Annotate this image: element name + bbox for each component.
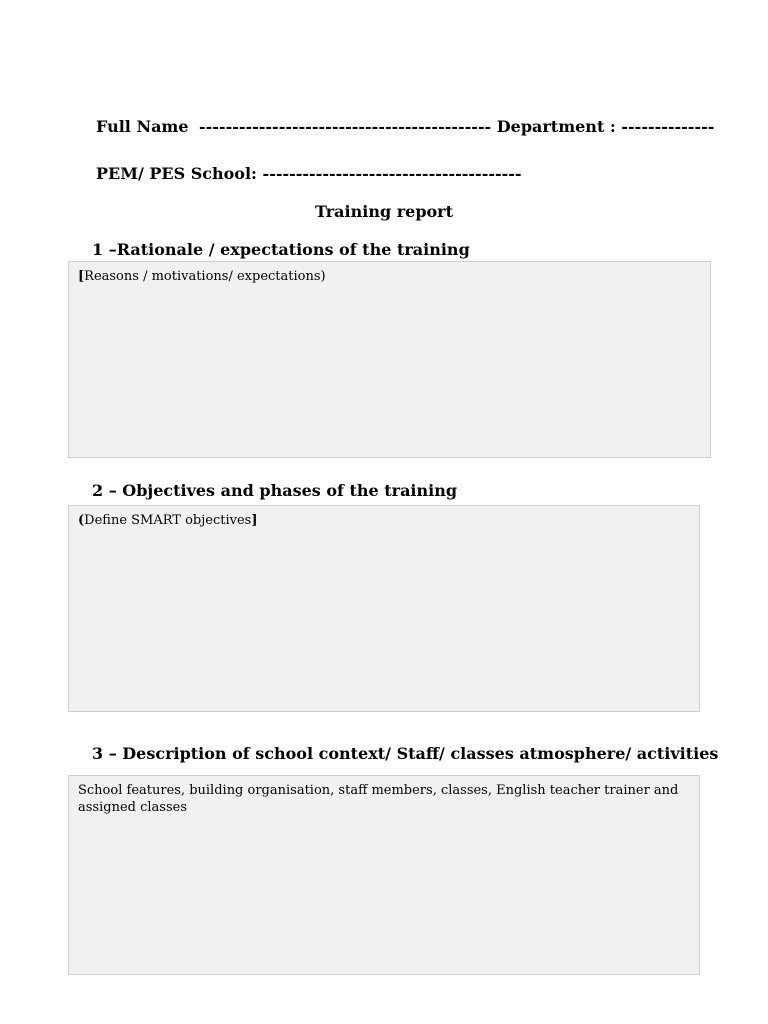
school-blank-line: ---------------------------------------: [262, 164, 522, 183]
department-blank-line: --------------: [621, 117, 715, 136]
section-1-box[interactable]: [68, 261, 711, 458]
full-name-blank-line: --------------------------------------------: [199, 117, 492, 136]
section-2-close-bracket: ]: [251, 513, 258, 528]
full-name-blank: [199, 117, 714, 137]
page-title: Training report: [314, 202, 453, 221]
section-3-prompt-text: [78, 782, 685, 816]
department-label: Department :: [496, 117, 616, 136]
section-1-prompt: Reasons / motivations/ expectations): [84, 269, 326, 284]
full-name-label: Full Name: [96, 117, 189, 136]
section-1-heading: 1 –Rationale / expectations of the training: [92, 240, 470, 259]
section-2-prompt: Define SMART objectives: [84, 513, 252, 528]
section-2-open-bracket: (: [78, 513, 85, 528]
section-1-prompt-text: [78, 268, 701, 285]
section-3-prompt: School features, building organisation, staff members, classes, English teacher trainer and assigned classes: [78, 783, 679, 815]
section-2-prompt-text: [78, 512, 690, 529]
full-name-row: [96, 117, 189, 137]
section-2-box[interactable]: [68, 505, 700, 712]
section-1-open-bracket: [: [78, 269, 85, 284]
section-3-box[interactable]: [68, 775, 700, 975]
school-row: [96, 164, 522, 184]
section-2-heading: 2 – Objectives and phases of the training: [92, 481, 458, 500]
section-3-heading: 3 – Description of school context/ Staff/ classes atmosphere/ activities: [92, 744, 719, 763]
school-label: PEM/ PES School:: [96, 164, 257, 183]
